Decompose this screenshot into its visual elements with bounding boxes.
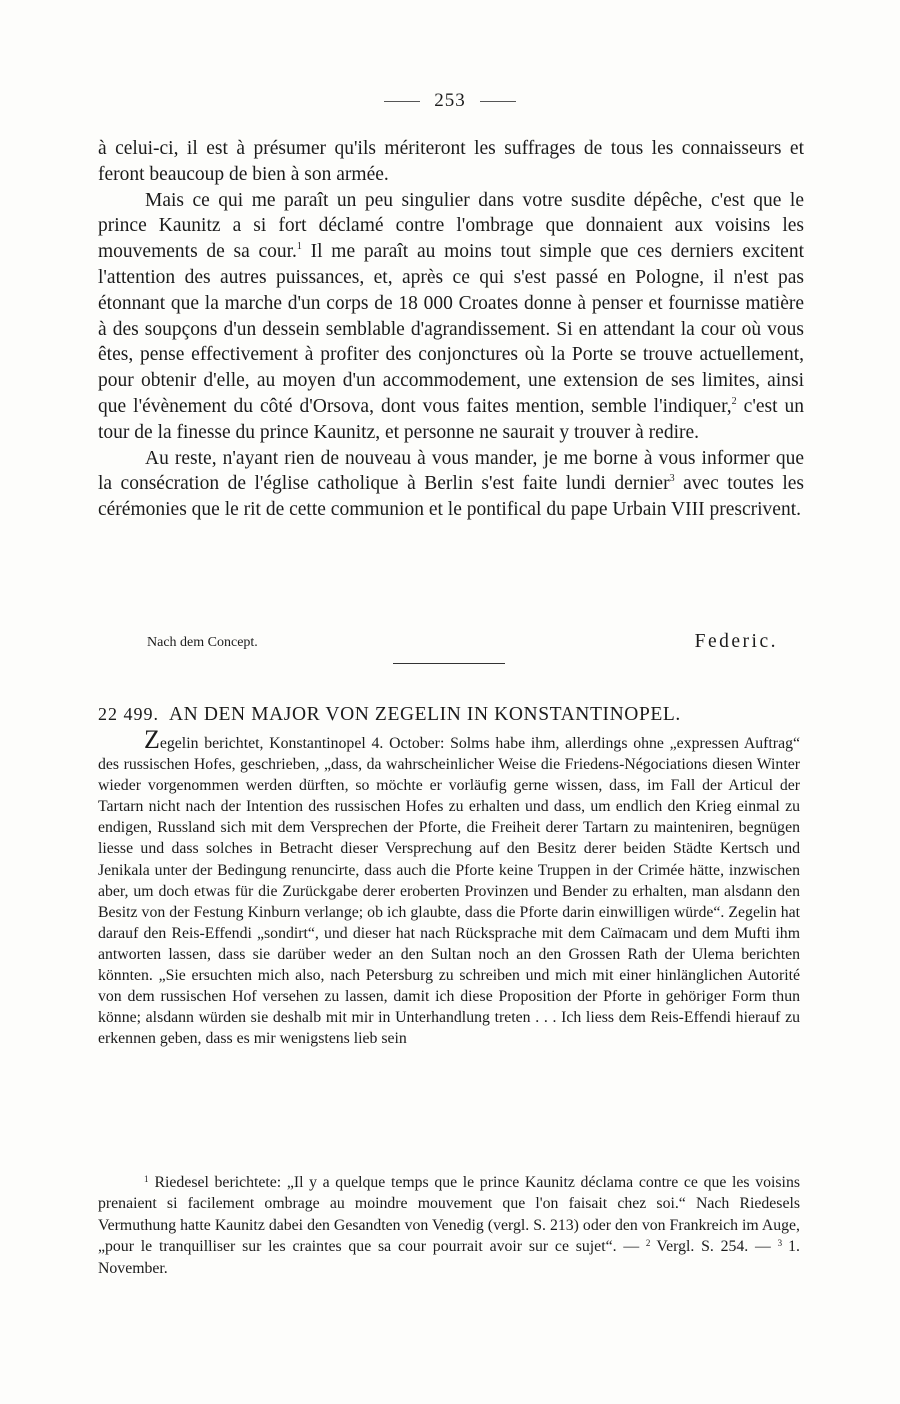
letter-text-6: avec toutes les cérémonies que le rit de cette communion et le pontifical du pape Urbain VIII prescrivent. <box>98 473 805 521</box>
footnote-mark-2: 2 <box>645 1238 651 1249</box>
summary-paragraph <box>98 725 800 1049</box>
footnote-ref-3: 3 <box>669 473 675 485</box>
footnote-text-2: Vergl. S. 254. — <box>656 1238 771 1256</box>
source-note: Nach dem Concept. <box>147 635 258 650</box>
letter-paragraph-1 <box>98 136 804 188</box>
footnote-block <box>98 1172 800 1279</box>
page-number-dash-right <box>480 101 516 102</box>
letter-paragraph-3 <box>98 446 804 523</box>
summary-initial: Z <box>144 725 160 754</box>
footnote-ref-2: 2 <box>731 395 737 407</box>
page-number-header <box>0 90 900 112</box>
footnote-mark-3: 3 <box>777 1238 783 1249</box>
letter-text-4: c'est un tour de la finesse du prince Kaunitz, et personne ne saurait y trouver à redire. <box>98 395 804 443</box>
page-number: 253 <box>434 90 466 111</box>
document-title: AN DEN MAJOR VON ZEGELIN IN KONSTANTINOPEL. <box>169 704 681 725</box>
page-number-dash-left <box>384 101 420 102</box>
letter-text-1: à celui-ci, il est à présumer qu'ils mériteront les suffrages de tous les connaisseurs et feront beaucoup de bien à son armée. <box>98 138 804 185</box>
document-number: 22 499. <box>98 704 159 724</box>
letter-text-2: Mais ce qui me paraît un peu singulier dans votre susdite dépêche, c'est que le prince Kaunitz a si fort déclamé contre l'ombrage que donnaient aux voisins les mouvements de sa cour. <box>98 189 804 263</box>
letter-text-3: Il me paraît au moins tout simple que ces derniers excitent l'attention des autres puissances, et, après ce qui s'est passé en Pologne, il n'est pas étonnant que la marche d'un corps de 18 000 Croates donne à penser et fournisse matière à des soupçons d'un dessein semblable d'agrandissement. Si en attendant la cour où vous êtes, pense effectivement à profiter des conjonctures où la Porte se trouve actuellement, pour obtenir d'elle, au moyen d'un accommodement, une extension de ses limites, ainsi que l'évènement du côté d'Orsova, dont vous faites mention, semble l'indiquer, <box>98 241 804 417</box>
footnotes <box>98 1172 800 1279</box>
footnote-ref-1: 1 <box>296 241 302 253</box>
footnote-mark-1: 1 <box>144 1174 149 1184</box>
letter-text-5: Au reste, n'ayant rien de nouveau à vous mander, je me borne à vous informer que la consécration de l'église catholique à Berlin s'est faite lundi dernier <box>98 447 804 495</box>
letter-paragraph-2 <box>98 188 804 446</box>
document-heading <box>98 704 804 726</box>
signature: Federic. <box>694 631 778 652</box>
document-summary <box>98 725 800 1049</box>
footnote-text-3: 1. November. <box>98 1238 800 1277</box>
letter-body <box>98 136 804 523</box>
footnote-text-1: Riedesel berichtete: „Il y a quelque temps que le prince Kaunitz déclama contre ce que les voisins prenaient si facilement ombrage au moindre mouvement que l'on faisait chez soi.“ Nach Riedesels Vermuthung hatte Kaunitz dabei den Gesandten von Venedig (vergl. S. 213) oder den von Frankreich im Auge, „pour le tranquilliser sur les craintes que sa cour pourrait avoir sur ce sujet“. — <box>98 1174 800 1256</box>
closing-row <box>147 631 778 655</box>
section-separator <box>393 663 505 664</box>
summary-text: egelin berichtet, Konstantinopel 4. October: Solms habe ihm, allerdings ohne „expressen Auftrag“ des russischen Hofes, geschrieben, „dass, da wahrscheinlicher Weise die Friedens-Négociations diesen Winter wieder vorgenommen werden dürften, so möchte er vorläufig gerne wissen, dass, im Fall der Articul der Tartarn nicht nach der Intention des russischen Hofes zu erhalten und dass, um endlich den Krieg einmal zu endigen, Russland sich mit dem Versprechen der Pforte, die Freiheit derer Tartarn zu mainteniren, begnügen liesse und dass solches in Betracht dieser Versprechung auf den Besitz derer beiden Städte Kertsch und Jenikala unter der Bedingung renuncirte, dass auch die Pforte keine Truppen in der Crimée hätte, inzwischen aber, um doch etwas für die Zurückgabe derer eroberten Provinzen und Bender zu erhalten, man alsdann den Besitz von der Festung Kinburn verlange; ob ich glaubte, dass die Pforte darin einwilligen würde“. Zegelin hat darauf den Reis-Effendi „sondirt“, und dieser hat nach Rücksprache mit dem Caïmacam und dem Mufti ihm antworten lassen, dass sie darüber weder an den Sultan noch an den Grossen Rath der Ulema berichten könnten. „Sie ersuchten mich also, nach Petersburg zu schreiben und mich mit einer hinlänglichen Autorité von dem russischen Hof versehen zu lassen, damit ich diese Proposition der Pforte in gehöriger Form thun könne; alsdann würden sie deshalb mit mir in Unterhandlung treten . . . Ich liess dem Reis-Effendi hierauf zu erkennen geben, dass es mir wenigstens lieb sein <box>98 735 800 1048</box>
